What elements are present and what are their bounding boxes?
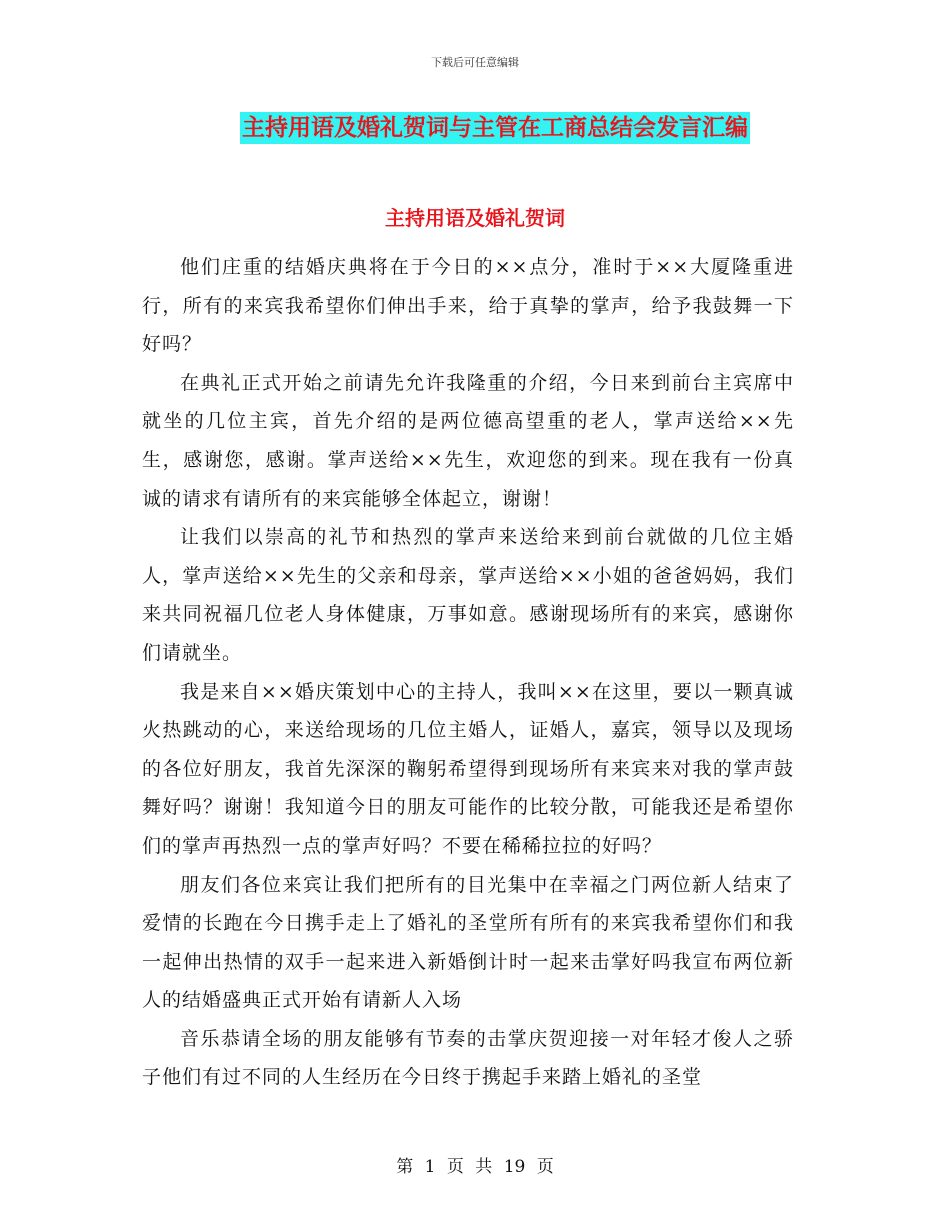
document-title-container bbox=[0, 112, 950, 144]
paragraph: 在典礼正式开始之前请先允许我隆重的介绍，今日来到前台主宾席中就坐的几位主宾，首先介绍的是两位德高望重的老人，掌声送给××先生，感谢您，感谢。掌声送给××先生，欢迎您的到来。现在我有一份真诚的请求有请所有的来宾能够全体起立，谢谢！ bbox=[142, 371, 794, 510]
paragraph: 我是来自××婚庆策划中心的主持人，我叫××在这里，要以一颗真诚火热跳动的心，来送给现场的几位主婚人，证婚人，嘉宾，领导以及现场的各位好朋友，我首先深深的鞠躬希望得到现场所有来宾来对我的掌声鼓舞好吗？谢谢！我知道今日的朋友可能作的比较分散，可能我还是希望你们的掌声再热烈一点的掌声好吗？不要在稀稀拉拉的好吗？ bbox=[142, 680, 794, 857]
paragraph: 音乐恭请全场的朋友能够有节奏的击掌庆贺迎接一对年轻才俊人之骄子他们有过不同的人生经历在今日终于携起手来踏上婚礼的圣堂 bbox=[142, 1027, 794, 1089]
document-title: 主持用语及婚礼贺词与主管在工商总结会发言汇编 bbox=[240, 112, 750, 144]
paragraph: 朋友们各位来宾让我们把所有的目光集中在幸福之门两位新人结束了爱情的长跑在今日携手走上了婚礼的圣堂所有所有的来宾我希望你们和我一起伸出热情的双手一起来进入新婚倒计时一起来击掌好吗我宣布两位新人的结婚盛典正式开始有请新人入场 bbox=[142, 873, 794, 1012]
paragraph: 让我们以崇高的礼节和热烈的掌声来送给来到前台就做的几位主婚人，掌声送给××先生的父亲和母亲，掌声送给××小姐的爸爸妈妈，我们来共同祝福几位老人身体健康，万事如意。感谢现场所有的来宾，感谢你们请就坐。 bbox=[142, 526, 794, 664]
header-note: 下载后可任意编辑 bbox=[431, 56, 519, 69]
paragraph: 他们庄重的结婚庆典将在于今日的××点分，准时于××大厦隆重进行，所有的来宾我希望你们伸出手来，给于真挚的掌声，给予我鼓舞一下好吗？ bbox=[142, 256, 794, 356]
page-footer: 第 1 页 共 19 页 bbox=[396, 1157, 554, 1177]
section-title: 主持用语及婚礼贺词 bbox=[385, 206, 565, 230]
document-body bbox=[142, 248, 794, 1097]
